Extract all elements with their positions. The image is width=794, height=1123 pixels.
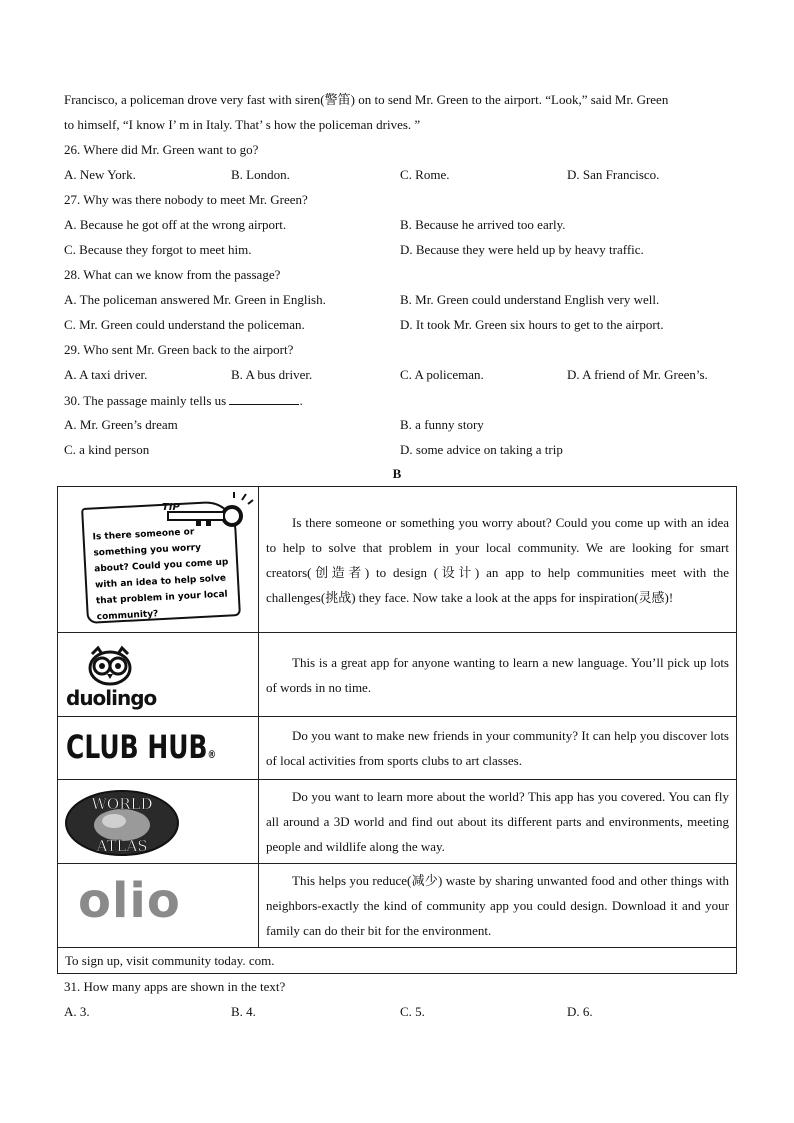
olio-wordmark: olio (78, 872, 181, 929)
apps-row-olio (58, 864, 737, 948)
q30-option-a: A. Mr. Green’s dream (64, 417, 178, 432)
olio-desc-cell (259, 864, 737, 948)
clubhub-name: CLUB HUB (66, 727, 208, 766)
q29-options (64, 367, 736, 383)
q28-option-c: C. Mr. Green could understand the policeman. (64, 317, 305, 332)
q28-stem: 28. What can we know from the passage? (64, 267, 281, 282)
q30-option-b: B. a funny story (400, 417, 484, 432)
q29-option-c: C. A policeman. (400, 367, 484, 382)
apps-row-duolingo (58, 633, 737, 717)
q26-option-b: B. London. (231, 167, 290, 182)
q27-stem: 27. Why was there nobody to meet Mr. Green? (64, 192, 308, 207)
tip-description: Is there someone or something you worry about? Could you come up with an idea to help to solve that problem in your local community. We are looking for smart creators(创造者) to design (设计) an app to help communities meet with the challenges(挑战) they face. Now take a look at the apps for inspiration(灵感)! (266, 514, 729, 605)
duolingo-logo-cell (58, 633, 259, 717)
q28-option-a: A. The policeman answered Mr. Green in English. (64, 292, 326, 307)
q29-stem: 29. Who sent Mr. Green back to the airport? (64, 342, 294, 357)
q26-option-c: C. Rome. (400, 167, 450, 182)
q27-option-c: C. Because they forgot to meet him. (64, 242, 252, 257)
q30-options-row1 (64, 417, 736, 433)
worldatlas-logo-cell (58, 780, 259, 864)
q31-stem: 31. How many apps are shown in the text? (64, 979, 286, 994)
q27-option-a: A. Because he got off at the wrong airport. (64, 217, 287, 232)
q28-options-row2 (64, 317, 736, 333)
q26-options (64, 167, 736, 183)
q29-option-a: A. A taxi driver. (64, 367, 148, 382)
q31-option-b: B. 4. (231, 1004, 256, 1019)
apps-row-footer (58, 948, 737, 974)
q29-option-d: D. A friend of Mr. Green’s. (567, 367, 708, 382)
clubhub-desc-cell (259, 717, 737, 780)
olio-logo-cell (58, 864, 259, 948)
q26-option-d: D. San Francisco. (567, 167, 660, 182)
q31-option-d: D. 6. (567, 1004, 593, 1019)
registered-mark: ® (207, 747, 217, 761)
q27-option-d: D. Because they were held up by heavy traffic. (400, 242, 644, 257)
q26-option-a: A. New York. (64, 167, 136, 182)
q30-stem-text: 30. The passage mainly tells us (64, 393, 230, 408)
duolingo-logo (58, 634, 258, 716)
q26-stem: 26. Where did Mr. Green want to go? (64, 142, 259, 157)
clubhub-wordmark (66, 728, 216, 766)
clubhub-logo-cell (58, 717, 259, 780)
duolingo-desc-cell (259, 633, 737, 717)
duolingo-description: This is a great app for anyone wanting to learn a new language. You’ll pick up lots of words in no time. (266, 654, 729, 695)
signup-footer: To sign up, visit community today. com. (58, 948, 737, 974)
q30-option-c: C. a kind person (64, 442, 150, 457)
owl-icon (84, 644, 136, 688)
clubhub-description: Do you want to make new friends in your community? It can help you discover lots of local activities from sports clubs to art classes. (266, 728, 729, 768)
answer-blank (229, 392, 299, 405)
worldatlas-bottom-text: ATLAS (96, 836, 148, 855)
apps-row-worldatlas (58, 780, 737, 864)
clubhub-logo (58, 718, 258, 779)
q31-options (64, 1004, 736, 1020)
intro-line-1: Francisco, a policeman drove very fast with siren(警笛) on to send Mr. Green to the airport. “Look,” said Mr. Green (64, 92, 669, 107)
worldatlas-logo (58, 781, 258, 863)
apps-row-tip (58, 487, 737, 633)
q28-option-d: D. It took Mr. Green six hours to get to the airport. (400, 317, 664, 332)
q31-option-c: C. 5. (400, 1004, 425, 1019)
apps-table (57, 486, 737, 974)
q28-option-b: B. Mr. Green could understand English very well. (400, 292, 660, 307)
apps-row-clubhub (58, 717, 737, 780)
q30-stem (64, 392, 303, 409)
q27-option-b: B. Because he arrived too early. (400, 217, 566, 232)
tip-desc-cell (259, 487, 737, 633)
tip-image-cell (58, 487, 259, 633)
worldatlas-desc-cell (259, 780, 737, 864)
q30-stem-end: . (299, 393, 303, 408)
olio-description: This helps you reduce(减少) waste by sharing unwanted food and other things with neighbors-exactly the kind of community app you could design. Download it and your family can do their bit for the environment. (266, 873, 729, 938)
q28-options-row1 (64, 292, 736, 308)
section-heading: B (392, 466, 402, 481)
q29-option-b: B. A bus driver. (231, 367, 313, 382)
q27-options-row1 (64, 217, 736, 233)
worldatlas-top-text: WORLD (91, 794, 153, 813)
intro-line-2: to himself, “I know I’ m in Italy. That’ s how the policeman drives. ” (64, 117, 421, 132)
key-icon (158, 492, 254, 536)
q31-option-a: A. 3. (64, 1004, 90, 1019)
olio-logo (58, 865, 258, 947)
duolingo-wordmark: duolingo (66, 685, 157, 710)
q30-options-row2 (64, 442, 736, 458)
worldatlas-description: Do you want to learn more about the world? This app has you covered. You can fly all around a 3D world and find out about its different parts and environments, meeting people and wildlife along the way. (266, 789, 729, 854)
tip-label: TIP (162, 501, 180, 513)
tip-image (58, 488, 258, 632)
tip-image-text: Is there someone or something you worry about? Could you come up with an idea to help solve that problem in your local community? (92, 526, 229, 622)
q27-options-row2 (64, 242, 736, 258)
q30-option-d: D. some advice on taking a trip (400, 442, 563, 457)
globe-icon (62, 787, 182, 859)
